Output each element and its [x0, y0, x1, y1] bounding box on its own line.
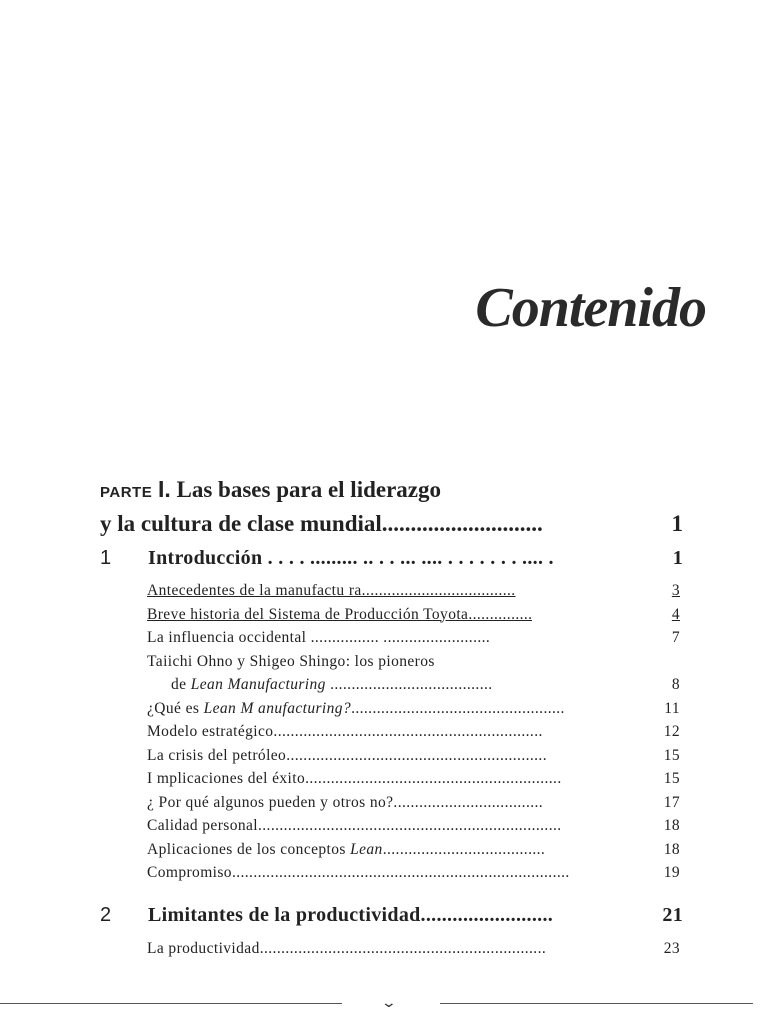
part-title-line-1: Las bases para el liderazgo — [176, 477, 442, 502]
chapter-page: 1 — [672, 547, 683, 569]
chapter-title-row — [148, 904, 683, 927]
toc-entry-page: 4 — [671, 605, 680, 623]
toc-entry-text — [147, 700, 565, 718]
toc-entry — [147, 700, 680, 724]
part-line-2 — [100, 508, 683, 539]
toc-entry-page: 15 — [663, 746, 680, 764]
part-line-1 — [100, 474, 683, 508]
toc-entry-text: La productividad................................................................... — [147, 940, 547, 957]
toc-entry-text: Taiichi Ohno y Shigeo Shingo: los pioneros — [147, 652, 435, 670]
toc-entry — [147, 940, 680, 964]
part-heading — [100, 474, 683, 539]
chapter-entries — [147, 940, 680, 964]
toc-entry-page: 7 — [671, 629, 680, 646]
toc-entry-text-pre: de — [171, 676, 191, 693]
chapter-number: 1 — [100, 547, 112, 569]
toc-entry-text-italic: Lean — [350, 840, 383, 858]
toc-entry-text-italic: Lean Manufacturing — [190, 676, 326, 693]
toc-entry-page: 12 — [663, 723, 680, 740]
toc-entry-text: Breve historia del Sistema de Producción Toyota............... — [147, 605, 533, 623]
toc-entry — [147, 817, 680, 841]
toc-entry-text — [147, 676, 493, 694]
toc-entry-page: 18 — [663, 817, 680, 834]
toc-entry — [147, 582, 680, 606]
chapter-heading — [100, 904, 683, 927]
toc-entry-text-post: ...................................... — [382, 840, 546, 858]
chapter-number: 2 — [100, 904, 112, 926]
toc-entry — [147, 747, 680, 771]
toc-entry — [147, 864, 680, 888]
footer-rule-left — [0, 1003, 342, 1004]
toc-entry — [147, 606, 680, 630]
toc-entry — [147, 653, 680, 677]
chevron-down-icon: ⌄ — [380, 995, 398, 1011]
chapter-title: Introducción . . . . ......... .. . . ... .... . . . . . . . .... . — [148, 547, 554, 569]
part-page: 1 — [671, 511, 683, 536]
toc-entry-text: La influencia occidental ................ ......................... — [147, 629, 491, 646]
toc-entry-text — [147, 841, 545, 859]
footer-rule-right — [440, 1003, 753, 1004]
toc-entry-page: 11 — [664, 699, 680, 717]
chapter-title-row — [148, 547, 683, 570]
part-label: PARTE — [100, 484, 153, 501]
toc-entry-text: I mplicaciones del éxito............................................................ — [147, 770, 562, 787]
toc-entry — [147, 723, 680, 747]
toc-entry-text: Modelo estratégico............................................................... — [147, 723, 543, 740]
toc-entry-page: 15 — [663, 770, 680, 787]
chapter-page: 21 — [662, 904, 683, 926]
page-title: Contenido — [475, 277, 706, 339]
toc-entry-page: 18 — [663, 840, 680, 858]
toc-entry-text: ¿ Por qué algunos pueden y otros no?................................... — [147, 793, 544, 811]
chapter-title: Limitantes de la productividad......................... — [148, 904, 554, 926]
toc-entry — [147, 676, 680, 700]
toc-entry-page: 19 — [663, 864, 680, 881]
toc-entry — [147, 629, 680, 653]
chapter-heading — [100, 547, 683, 570]
toc-entry-page: 23 — [663, 940, 680, 957]
toc-entry-text: Antecedentes de la manufactu ra.................................... — [147, 582, 516, 599]
toc-entry-text: Calidad personal....................................................................... — [147, 817, 562, 834]
toc-entry-text: Compromiso............................................................................... — [147, 864, 570, 881]
toc-entry-text-post: ...................................... — [325, 676, 493, 693]
toc-entry-text-pre: ¿Qué es — [147, 699, 204, 717]
toc-entry-text-pre: Aplicaciones de los conceptos — [147, 840, 351, 858]
toc-entry-page: 17 — [663, 793, 680, 811]
toc-entry-page: 3 — [671, 582, 680, 599]
toc-entry — [147, 770, 680, 794]
toc-entry-page: 8 — [671, 676, 680, 693]
toc-entry-text-italic: Lean M anufacturing? — [203, 699, 352, 717]
toc-entry — [147, 794, 680, 818]
part-title-line-2: y la cultura de clase mundial............................ — [100, 511, 543, 536]
toc-entry-text: La crisis del petróleo............................................................. — [147, 746, 547, 764]
toc-entry-text-post: .................................................. — [351, 699, 565, 717]
part-numeral: I. — [157, 476, 171, 502]
chapter-entries — [147, 582, 680, 888]
toc-entry — [147, 841, 680, 865]
